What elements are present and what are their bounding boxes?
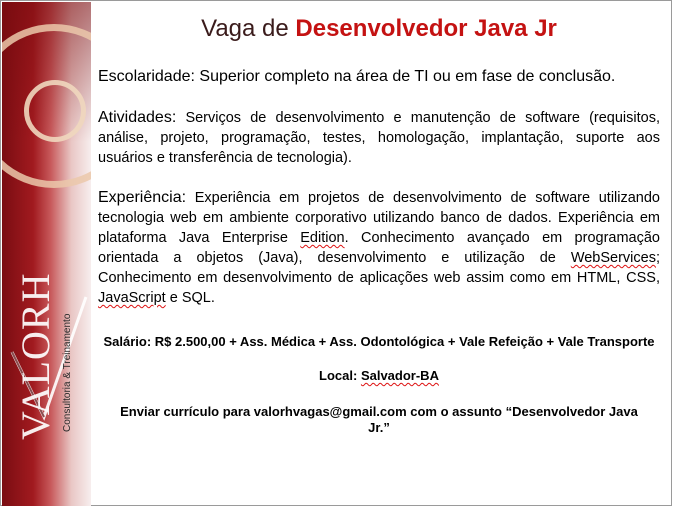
escolaridade-paragraph xyxy=(98,67,660,86)
logo-text: VALORH xyxy=(13,272,58,440)
experiencia-underlined-1: Edition xyxy=(300,230,345,246)
logo-tagline: Consultoria & Treinamento xyxy=(62,313,73,432)
atividades-paragraph xyxy=(98,108,660,168)
escolaridade-text: Superior completo na área de TI ou em fase de conclusão. xyxy=(194,68,616,85)
experiencia-text-2: . Conhecimento avançado em programação orientada a objetos (Java), desenvolvimento e utilização de xyxy=(98,230,660,266)
atividades-text: Serviços de desenvolvimento e manutenção de software (requisitos, análise, projeto, programação, testes, homologação, implantação, suporte aos usuários e transferência de tecnologia). xyxy=(98,110,660,166)
salario-line: Salário: R$ 2.500,00 + Ass. Médica + Ass. Odontológica + Vale Refeição + Vale Transporte xyxy=(103,334,655,349)
local-value: Salvador-BA xyxy=(360,368,439,383)
job-content xyxy=(98,1,660,436)
local-label: Local: xyxy=(319,368,361,383)
experiencia-label: Experiência: xyxy=(98,189,187,206)
escolaridade-label: Escolaridade: xyxy=(98,68,195,85)
enviar-line: Enviar currículo para valorhvagas@gmail.com com o assunto “Desenvolvedor Java Jr.” xyxy=(120,404,638,435)
page-title xyxy=(98,15,660,43)
experiencia-underlined-3: JavaScript xyxy=(98,290,166,306)
title-prefix: Vaga de xyxy=(201,15,296,42)
experiencia-text-1: Experiência em projetos de desenvolvimento de software utilizando tecnologia web em ambiente corporativo utilizando banco de dados. Experiência em plataforma Java Enterprise xyxy=(98,190,660,246)
experiencia-text-3: ; Conhecimento em desenvolvimento de aplicações web assim como em HTML, CSS, xyxy=(98,250,660,286)
decorative-ring-small xyxy=(24,80,86,142)
decorative-sidebar xyxy=(2,2,91,506)
title-highlight: Desenvolvedor Java Jr xyxy=(295,15,557,42)
experiencia-underlined-2: WebServices xyxy=(570,250,656,266)
experiencia-text-4: e SQL. xyxy=(165,290,215,306)
local-line xyxy=(98,368,660,384)
experiencia-paragraph xyxy=(98,188,660,308)
atividades-label: Atividades: xyxy=(98,109,177,126)
